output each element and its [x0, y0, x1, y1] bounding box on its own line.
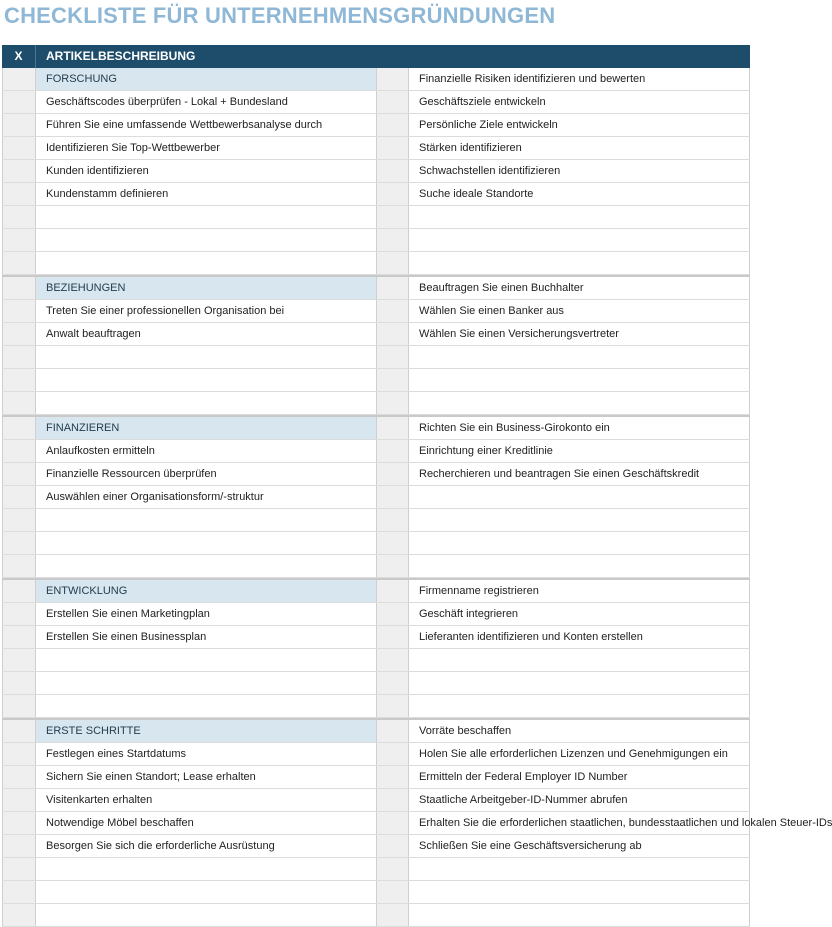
checkbox-cell[interactable] [376, 603, 409, 625]
checkbox-cell[interactable] [376, 183, 409, 205]
item-description[interactable] [36, 904, 376, 926]
item-description[interactable] [409, 904, 750, 926]
item-description[interactable]: Ermitteln der Federal Employer ID Number [409, 766, 750, 788]
item-description[interactable] [36, 509, 376, 531]
item-description[interactable] [409, 509, 750, 531]
item-description[interactable] [36, 649, 376, 671]
checkbox-cell[interactable] [376, 91, 409, 113]
table-row [2, 881, 750, 904]
item-description[interactable] [36, 532, 376, 554]
checkbox-cell[interactable] [376, 672, 409, 694]
checkbox-cell[interactable] [2, 555, 36, 577]
table-row [2, 229, 750, 252]
item-description[interactable] [36, 206, 376, 228]
checkbox-cell[interactable] [2, 91, 36, 113]
item-description[interactable]: Identifizieren Sie Top-Wettbewerber [46, 142, 220, 154]
item-description[interactable] [409, 369, 750, 391]
item-description[interactable] [409, 672, 750, 694]
checkbox-cell[interactable] [2, 766, 36, 788]
checkbox-cell[interactable] [2, 229, 36, 251]
item-description[interactable]: Lieferanten identifizieren und Konten erstellen [409, 626, 750, 648]
checkbox-cell[interactable] [2, 695, 36, 717]
item-description[interactable]: Stärken identifizieren [409, 137, 750, 159]
item-description[interactable]: Wählen Sie einen Versicherungsvertreter [409, 323, 750, 345]
table-row [2, 346, 750, 369]
item-description[interactable] [409, 532, 750, 554]
checkbox-cell[interactable] [376, 812, 409, 834]
item-description[interactable]: Recherchieren und beantragen Sie einen Geschäftskredit [409, 463, 750, 485]
item-description[interactable]: Geschäftscodes überprüfen - Lokal + Bundesland [46, 96, 288, 108]
table-row [2, 789, 750, 812]
checkbox-cell[interactable] [376, 858, 409, 880]
checkbox-cell[interactable] [376, 789, 409, 811]
item-description[interactable]: Staatliche Arbeitgeber-ID-Nummer abrufen [409, 789, 750, 811]
checkbox-cell[interactable] [2, 160, 36, 182]
checkbox-cell[interactable] [376, 881, 409, 903]
item-description[interactable] [409, 206, 750, 228]
checkbox-cell[interactable] [2, 580, 36, 602]
item-description[interactable]: Erstellen Sie einen Marketingplan [46, 608, 210, 620]
item-description[interactable]: Sichern Sie einen Standort; Lease erhalten [46, 771, 256, 783]
item-description[interactable] [409, 229, 750, 251]
table-row [2, 91, 750, 114]
item-description[interactable]: Führen Sie eine umfassende Wettbewerbsanalyse durch [46, 119, 323, 131]
checkbox-cell[interactable] [376, 509, 409, 531]
checkbox-cell[interactable] [376, 346, 409, 368]
category-row [2, 720, 750, 743]
table-row [2, 392, 750, 415]
table-row [2, 743, 750, 766]
item-description[interactable]: Festlegen eines Startdatums [46, 748, 187, 760]
checkbox-cell[interactable] [376, 532, 409, 554]
table-row [2, 300, 750, 323]
item-description[interactable]: Kunden identifizieren [46, 165, 149, 177]
item-description[interactable]: Auswählen einer Organisationsform/-struktur [46, 491, 264, 503]
checkbox-cell[interactable] [376, 463, 409, 485]
item-description[interactable] [36, 369, 376, 391]
item-description[interactable]: Holen Sie alle erforderlichen Lizenzen und Genehmigungen ein [409, 743, 750, 765]
checkbox-cell[interactable] [2, 626, 36, 648]
item-description[interactable]: Besorgen Sie sich die erforderliche Ausrüstung [46, 840, 275, 852]
checkbox-cell[interactable] [376, 277, 409, 299]
item-description[interactable] [36, 672, 376, 694]
checkbox-cell[interactable] [2, 672, 36, 694]
item-description[interactable]: Visitenkarten erhalten [46, 794, 153, 806]
checkbox-cell[interactable] [376, 743, 409, 765]
table-row [2, 183, 750, 206]
table-row [2, 369, 750, 392]
checkbox-cell[interactable] [376, 114, 409, 136]
item-description[interactable]: Vorräte beschaffen [409, 720, 750, 742]
checkbox-cell[interactable] [2, 252, 36, 274]
checkbox-cell[interactable] [2, 881, 36, 903]
item-description[interactable]: Finanzielle Risiken identifizieren und bewerten [409, 68, 750, 90]
item-description[interactable]: Geschäft integrieren [409, 603, 750, 625]
checkbox-cell[interactable] [376, 68, 409, 90]
checkbox-cell[interactable] [2, 323, 36, 345]
item-description[interactable]: Treten Sie einer professionellen Organisation bei [46, 305, 285, 317]
checkbox-cell[interactable] [376, 766, 409, 788]
checkbox-cell[interactable] [376, 323, 409, 345]
item-description[interactable]: Anlaufkosten ermitteln [46, 445, 155, 457]
item-description[interactable]: Einrichtung einer Kreditlinie [409, 440, 750, 462]
checkbox-cell[interactable] [376, 252, 409, 274]
table-row [2, 555, 750, 578]
checkbox-cell[interactable] [2, 417, 36, 439]
checkbox-cell[interactable] [2, 392, 36, 414]
item-description[interactable]: Richten Sie ein Business-Girokonto ein [409, 417, 750, 439]
item-description[interactable] [36, 229, 376, 251]
header-description-column: ARTIKELBESCHREIBUNG [46, 49, 196, 63]
checkbox-cell[interactable] [2, 858, 36, 880]
item-description[interactable]: Schließen Sie eine Geschäftsversicherung ab [409, 835, 750, 857]
item-description[interactable] [36, 346, 376, 368]
item-description[interactable] [409, 346, 750, 368]
checkbox-cell[interactable] [376, 486, 409, 508]
checkbox-cell[interactable] [2, 812, 36, 834]
item-description[interactable] [409, 649, 750, 671]
checkbox-cell[interactable] [2, 300, 36, 322]
table-row [2, 206, 750, 229]
item-description[interactable]: Kundenstamm definieren [46, 188, 169, 200]
table-row [2, 835, 750, 858]
category-label[interactable]: ENTWICKLUNG [36, 580, 376, 602]
checkbox-cell[interactable] [376, 904, 409, 926]
category-row [2, 580, 750, 603]
checkbox-cell[interactable] [2, 720, 36, 742]
checkbox-cell[interactable] [376, 392, 409, 414]
checkbox-cell[interactable] [2, 206, 36, 228]
item-description[interactable]: Wählen Sie einen Banker aus [409, 300, 750, 322]
checkbox-cell[interactable] [376, 626, 409, 648]
checkbox-cell[interactable] [376, 649, 409, 671]
table-body [2, 68, 832, 927]
checkbox-cell[interactable] [2, 114, 36, 136]
item-description[interactable]: Geschäftsziele entwickeln [409, 91, 750, 113]
item-description[interactable]: Anwalt beauftragen [46, 328, 141, 340]
item-description[interactable]: Beauftragen Sie einen Buchhalter [409, 277, 750, 299]
table-row [2, 649, 750, 672]
table-row [2, 672, 750, 695]
item-description[interactable] [36, 555, 376, 577]
checkbox-cell[interactable] [2, 835, 36, 857]
checkbox-cell[interactable] [376, 417, 409, 439]
item-description[interactable] [409, 858, 750, 880]
item-description[interactable] [36, 252, 376, 274]
table-row [2, 695, 750, 718]
checkbox-cell[interactable] [2, 440, 36, 462]
checkbox-cell[interactable] [2, 789, 36, 811]
checkbox-cell[interactable] [376, 440, 409, 462]
table-row [2, 626, 750, 649]
item-description[interactable] [409, 392, 750, 414]
item-description[interactable]: Suche ideale Standorte [409, 183, 750, 205]
checkbox-cell[interactable] [376, 580, 409, 602]
checkbox-cell[interactable] [2, 369, 36, 391]
table-row [2, 323, 750, 346]
checkbox-cell[interactable] [2, 463, 36, 485]
table-row [2, 603, 750, 626]
checkbox-cell[interactable] [376, 206, 409, 228]
checkbox-cell[interactable] [376, 720, 409, 742]
item-description[interactable]: Schwachstellen identifizieren [409, 160, 750, 182]
item-description[interactable]: Erhalten Sie die erforderlichen staatlichen, bundesstaatlichen und lokalen Steuer-IDs [409, 812, 750, 834]
item-description[interactable] [36, 858, 376, 880]
checkbox-cell[interactable] [2, 346, 36, 368]
item-description[interactable] [36, 392, 376, 414]
page-title: CHECKLISTE FÜR UNTERNEHMENSGRÜNDUNGEN [4, 3, 556, 28]
checkbox-cell[interactable] [376, 695, 409, 717]
category-row [2, 68, 750, 91]
checkbox-cell[interactable] [2, 649, 36, 671]
table-row [2, 766, 750, 789]
item-description[interactable]: Finanzielle Ressourcen überprüfen [46, 468, 217, 480]
category-row [2, 277, 750, 300]
item-description[interactable] [36, 695, 376, 717]
table-header [2, 45, 750, 68]
table-row [2, 904, 750, 927]
table-row [2, 532, 750, 555]
checkbox-cell[interactable] [2, 183, 36, 205]
item-description[interactable]: Firmenname registrieren [409, 580, 750, 602]
checkbox-cell[interactable] [2, 603, 36, 625]
table-row [2, 858, 750, 881]
item-description[interactable] [409, 695, 750, 717]
checkbox-cell[interactable] [376, 137, 409, 159]
checkbox-cell[interactable] [376, 229, 409, 251]
checkbox-cell[interactable] [2, 137, 36, 159]
table-row [2, 463, 750, 486]
table-row [2, 486, 750, 509]
checkbox-cell[interactable] [376, 835, 409, 857]
item-description[interactable]: Notwendige Möbel beschaffen [46, 817, 194, 829]
item-description[interactable] [409, 252, 750, 274]
header-check-column: X [2, 45, 36, 68]
checkbox-cell[interactable] [2, 509, 36, 531]
checkbox-cell[interactable] [2, 277, 36, 299]
item-description[interactable] [409, 555, 750, 577]
table-row [2, 160, 750, 183]
category-label[interactable]: FORSCHUNG [36, 68, 376, 90]
table-row [2, 137, 750, 160]
table-row [2, 252, 750, 275]
checkbox-cell[interactable] [376, 160, 409, 182]
category-label[interactable]: FINANZIEREN [36, 417, 376, 439]
item-description[interactable] [409, 486, 750, 508]
category-label[interactable]: BEZIEHUNGEN [36, 277, 376, 299]
category-row [2, 417, 750, 440]
checkbox-cell[interactable] [2, 904, 36, 926]
item-description[interactable] [36, 881, 376, 903]
checkbox-cell[interactable] [2, 486, 36, 508]
item-description[interactable]: Erstellen Sie einen Businessplan [46, 631, 207, 643]
checklist-table [2, 45, 832, 881]
item-description[interactable] [409, 881, 750, 903]
checkbox-cell[interactable] [2, 743, 36, 765]
checkbox-cell[interactable] [376, 300, 409, 322]
table-row [2, 440, 750, 463]
item-description[interactable]: Persönliche Ziele entwickeln [409, 114, 750, 136]
table-row [2, 114, 750, 137]
table-row [2, 812, 832, 835]
checkbox-cell[interactable] [376, 369, 409, 391]
category-label[interactable]: ERSTE SCHRITTE [36, 720, 376, 742]
checkbox-cell[interactable] [2, 68, 36, 90]
checkbox-cell[interactable] [376, 555, 409, 577]
checkbox-cell[interactable] [2, 532, 36, 554]
table-row [2, 509, 750, 532]
